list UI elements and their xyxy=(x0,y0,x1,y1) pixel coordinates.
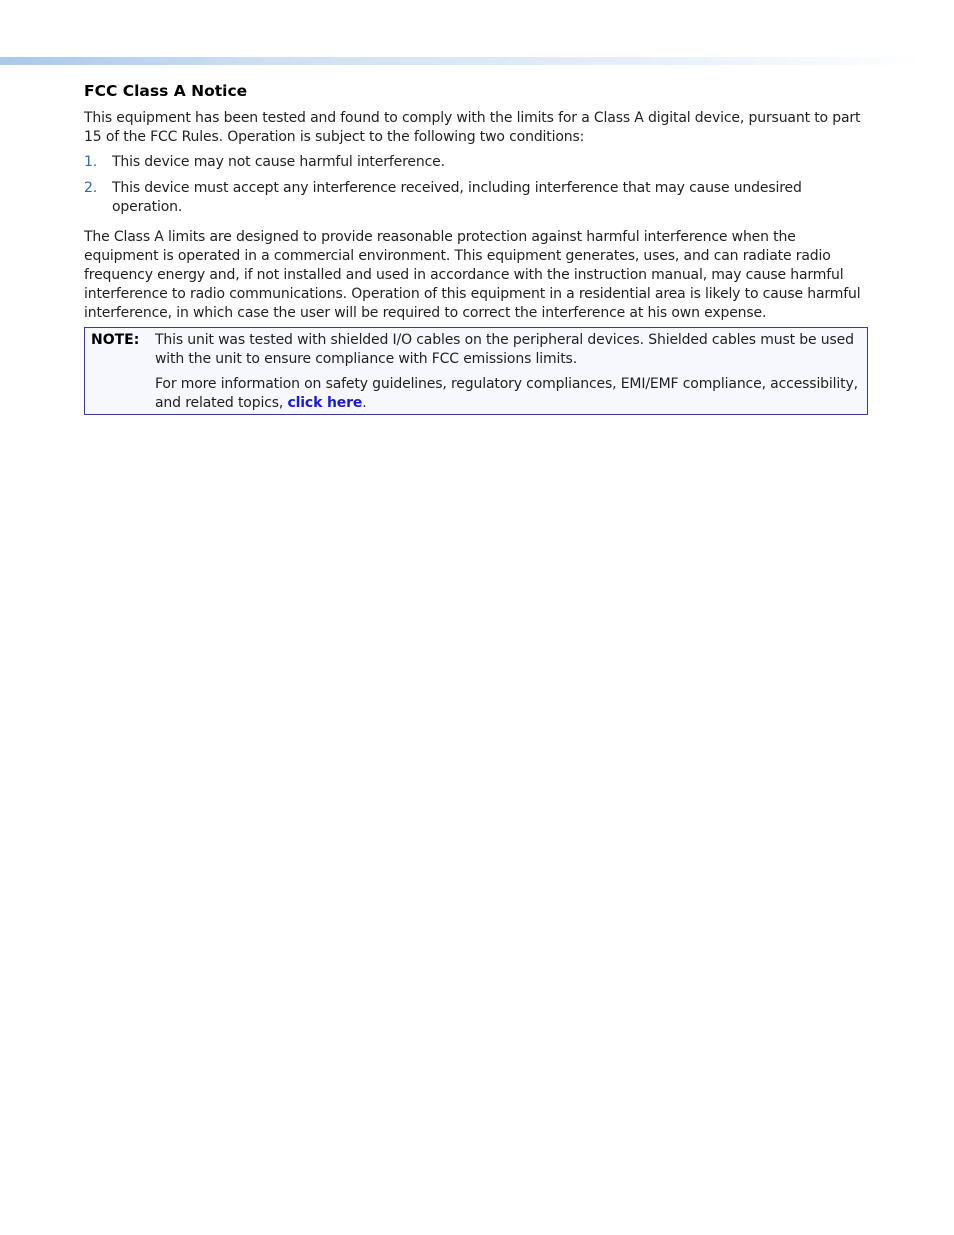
note-text-2-suffix: . xyxy=(362,395,367,411)
header-band xyxy=(0,57,922,65)
list-text: This device may not cause harmful interference. xyxy=(112,154,445,170)
intro-paragraph: This equipment has been tested and found to comply with the limits for a Class A digital device, pursuant to part 15 of the FCC Rules. Operation is subject to the following two conditions: xyxy=(84,110,861,145)
list-text: This device must accept any interference received, including interference that may cause undesired operation. xyxy=(112,180,802,215)
note-box xyxy=(84,327,868,415)
limits-paragraph: The Class A limits are designed to provide reasonable protection against harmful interference when the equipment is operated in a commercial environment. This equipment generates, uses, and can radiate radio frequency energy and, if not installed and used in accordance with the instruction manual, may cause harmful interference to radio communications. Operation of this equipment in a residential area is likely to cause harmful interference, in which case the user will be required to correct the interference at his own expense. xyxy=(84,229,861,321)
document-body xyxy=(84,80,870,323)
note-text-1: This unit was tested with shielded I/O cables on the peripheral devices. Shielded cables must be used with the unit to ensure compliance with FCC emissions limits. xyxy=(155,332,854,367)
click-here-link[interactable]: click here xyxy=(287,395,363,411)
list-item xyxy=(84,153,870,172)
note-text-2 xyxy=(155,375,863,413)
conditions-list xyxy=(84,153,870,217)
note-body xyxy=(155,331,863,419)
note-label: NOTE: xyxy=(91,332,140,348)
list-number: 1. xyxy=(84,154,98,170)
list-number: 2. xyxy=(84,180,98,196)
note-text-2-prefix: For more information on safety guidelines, regulatory compliances, EMI/EMF compliance, accessibility, and related topics, xyxy=(155,376,858,411)
list-item xyxy=(84,179,870,217)
section-heading: FCC Class A Notice xyxy=(84,82,248,100)
